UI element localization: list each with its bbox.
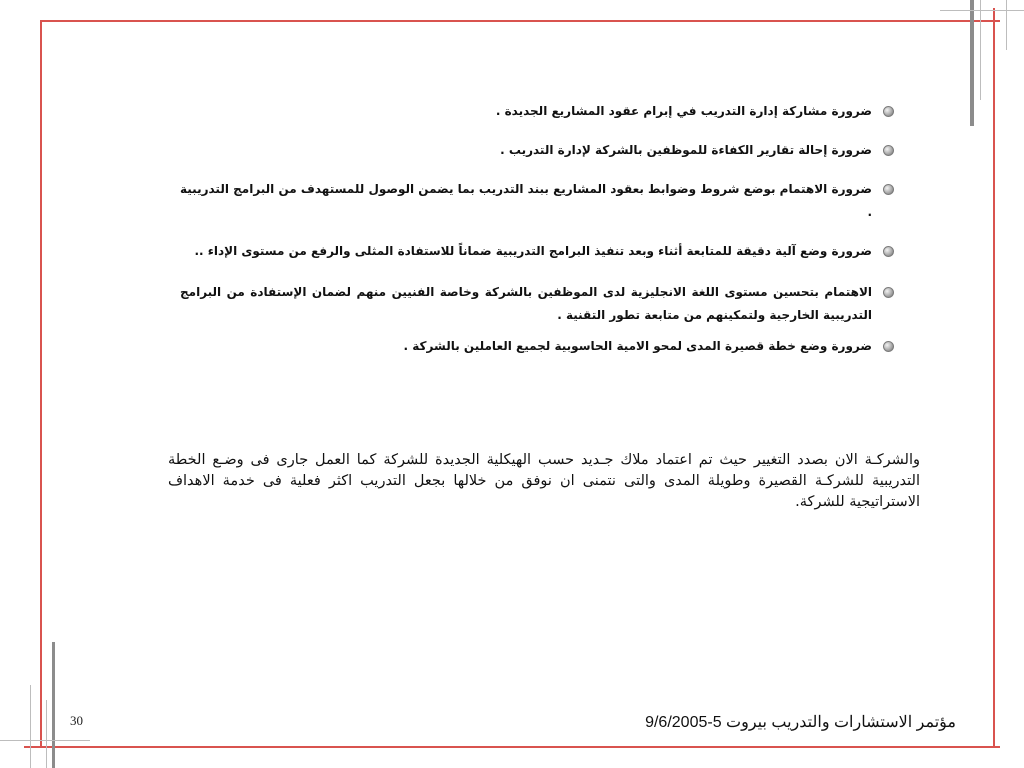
- list-item-text: ضرورة وضع آلية دقيقة للمتابعة أثناء وبعد تنفيذ البرامج التدريبية ضماناً للاستفادة المثلى والرفع من مستوى الإداء ..: [194, 244, 872, 258]
- list-item: [180, 240, 896, 263]
- bullet-dot-icon: [883, 246, 894, 257]
- bullet-dot-icon: [883, 106, 894, 117]
- body-paragraph: والشركـة الان بصدد التغيير حيث تم اعتماد ملاك جـديد حسب الهيكلية الجديدة للشركة كما العمل جارى فى وضـع الخطة التدريبية للشركـة القصيرة وطويلة المدى والتى نتمنى ان نوفق من خلالها بجعل التدريب اكثر فعلية فى خدمة الاهداف الاستراتيجية للشركة.: [168, 452, 920, 510]
- list-item: [180, 139, 896, 162]
- list-item-text: ضرورة وضع خطة قصيرة المدى لمحو الامية الحاسوبية لجميع العاملين بالشركة .: [403, 339, 872, 353]
- frame-top-right-thin: [940, 10, 1024, 11]
- bullet-dot-icon: [883, 287, 894, 298]
- frame-top-line: [40, 20, 1000, 22]
- list-item-text: ضرورة الاهتمام بوضع شروط وضوابط بعقود المشاريع ببند التدريب بما يضمن الوصول للمستهدف من البرامج التدريبية .: [180, 182, 872, 219]
- recommendations-list: [180, 100, 896, 358]
- list-item: [180, 281, 896, 327]
- frame-right-gray-bar: [970, 0, 974, 126]
- frame-right-thin-line-1: [980, 0, 981, 100]
- list-item: [180, 100, 896, 123]
- bullet-dot-icon: [883, 341, 894, 352]
- list-item-text: ضرورة مشاركة إدارة التدريب في إبرام عقود المشاريع الجديدة .: [495, 104, 872, 118]
- page-number: 30: [70, 713, 83, 728]
- footer-conference-text: مؤتمر الاستشارات والتدريب بيروت 5-9/6/2005: [645, 714, 956, 731]
- frame-right-line: [993, 8, 995, 748]
- frame-left-line: [40, 20, 42, 748]
- frame-left-gray-bar: [52, 642, 55, 768]
- frame-bottom-left-thin: [0, 740, 90, 741]
- frame-right-thin-line-2: [1006, 0, 1007, 50]
- bullet-dot-icon: [883, 184, 894, 195]
- list-item: [180, 335, 896, 358]
- list-item: [180, 178, 896, 224]
- frame-bottom-line: [24, 746, 1000, 748]
- frame-left-thin-line-1: [30, 685, 31, 768]
- list-item-text: الاهتمام بتحسين مستوى اللغة الانجليزية لدى الموظفين بالشركة وخاصة الفنيين منهم لضمان الإستفادة من البرامج التدريبية الخارجية ولتمكينهم من متابعة تطور التقنية .: [180, 285, 872, 322]
- bullet-dot-icon: [883, 145, 894, 156]
- frame-left-thin-line-2: [46, 700, 47, 768]
- list-item-text: ضرورة إحالة تقارير الكفاءة للموظفين بالشركة لإدارة التدريب .: [500, 143, 872, 157]
